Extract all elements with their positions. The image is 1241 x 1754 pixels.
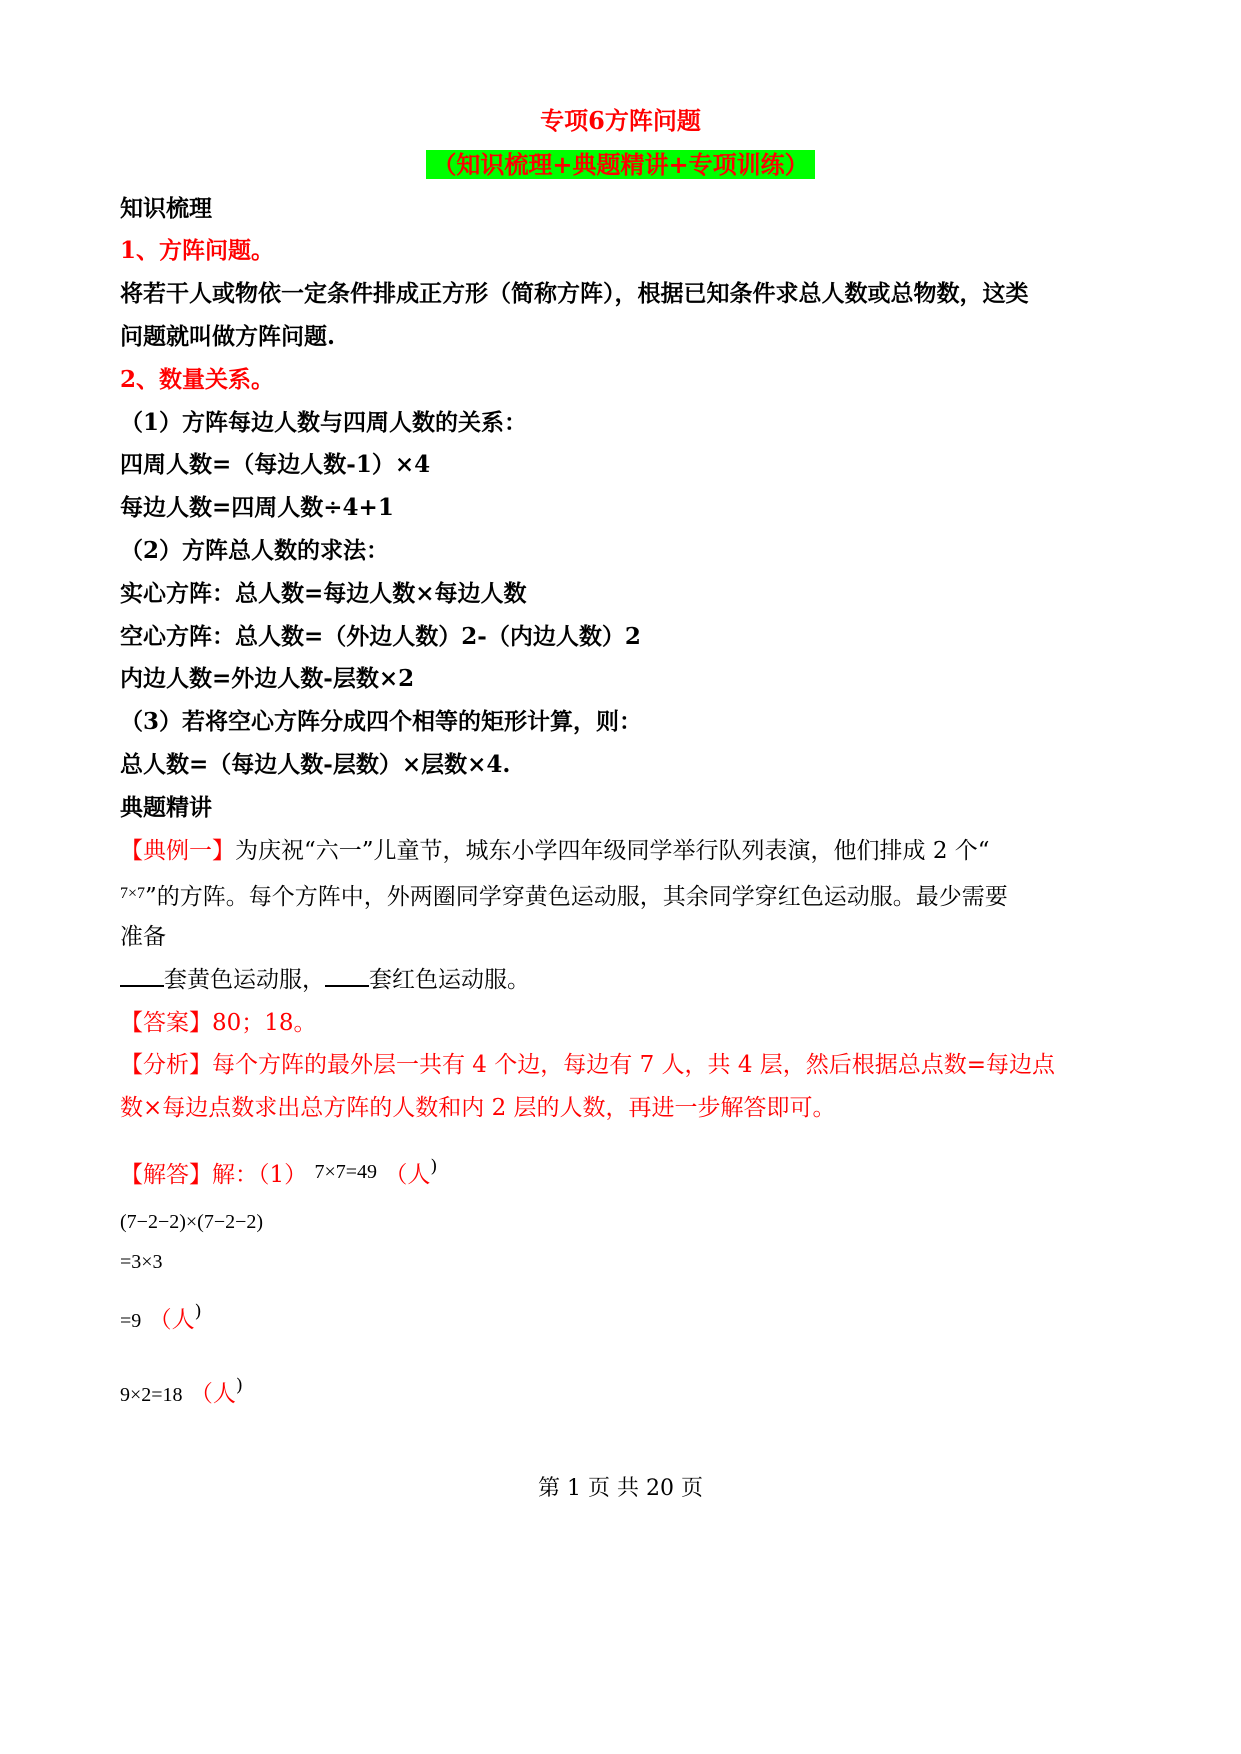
relation1-heading: （1）方阵每边人数与四周人数的关系：	[120, 409, 528, 436]
analysis-line2: 数×每边点数求出总方阵的人数和内 2 层的人数，再进一步解答即可。	[120, 1095, 836, 1121]
example1-line1	[120, 836, 990, 866]
example1-text-a: 为庆祝“六一”儿童节，城东小学四年级同学举行队列表演，他们排成 2 个“	[235, 838, 990, 864]
relation3-formula1: 总人数=（每边人数-层数）×层数×4.	[120, 751, 511, 778]
analysis-line1	[120, 1050, 1055, 1080]
item1-heading: 1、方阵问题。	[120, 237, 275, 264]
example1-text-d2: 套红色运动服。	[369, 967, 530, 993]
item2-heading: 2、数量关系。	[120, 366, 275, 393]
example1-line3: 准备	[120, 924, 166, 950]
solution-tag: 【解答】	[120, 1162, 212, 1188]
solution-unit4-close: )	[194, 1301, 202, 1322]
solution-line5	[120, 1371, 243, 1410]
solution-math2: (7−2−2)×(7−2−2)	[120, 1211, 264, 1233]
solution-math4: =9	[120, 1310, 142, 1332]
item1-text-line1: 将若干人或物依一定条件排成正方形（简称方阵），根据已知条件求总人数或总物数，这类	[120, 280, 1029, 307]
analysis-text-a: 每个方阵的最外层一共有 4 个边，每边有 7 人，共 4 层，然后根据总点数=每边点	[212, 1052, 1056, 1078]
solution-unit5: （人	[189, 1381, 236, 1407]
relation2-formula1: 实心方阵：总人数=每边人数×每边人数	[120, 580, 527, 607]
relation1-formula2: 每边人数=四周人数÷4+1	[120, 494, 394, 521]
solution-line4	[120, 1297, 202, 1336]
example1-line2	[120, 879, 1008, 912]
example1-text-b: ”的方阵。每个方阵中，外两圈同学穿黄色运动服，其余同学穿红色运动服。最少需要	[145, 884, 1008, 910]
solution-unit4: （人	[148, 1307, 195, 1333]
item1-text-line2: 问题就叫做方阵问题.	[120, 323, 336, 350]
example1-line4	[120, 965, 530, 995]
example1-text-d1: 套黄色运动服，	[164, 967, 325, 993]
example1-tag: 【典例一】	[120, 838, 235, 864]
subtitle-highlight: （知识梳理+典题精讲+专项训练）	[426, 150, 814, 179]
relation2-formula2: 空心方阵：总人数=（外边人数）2-（内边人数）2	[120, 623, 641, 650]
solution-unit1: （人	[384, 1162, 431, 1188]
page-title: 专项6方阵问题	[540, 106, 701, 135]
page-footer: 第 1 页 共 20 页	[538, 1476, 703, 1501]
answer-line	[120, 1008, 317, 1038]
answer-text: 80；18。	[212, 1010, 317, 1036]
page-subtitle	[0, 150, 1241, 180]
solution-unit1-close: )	[430, 1156, 438, 1177]
relation2-heading: （2）方阵总人数的求法：	[120, 537, 390, 564]
blank-yellow[interactable]	[120, 965, 164, 987]
solution-math5: 9×2=18	[120, 1384, 183, 1406]
solution-math3: =3×3	[120, 1251, 163, 1273]
solution-line1	[120, 1152, 437, 1190]
answer-tag: 【答案】	[120, 1010, 212, 1036]
relation3-heading: （3）若将空心方阵分成四个相等的矩形计算，则：	[120, 708, 643, 735]
solution-math1: 7×7=49	[314, 1161, 378, 1183]
example1-math-7x7: 7×7	[120, 885, 146, 902]
relation1-formula1: 四周人数=（每边人数-1）×4	[120, 451, 431, 478]
section-knowledge-heading: 知识梳理	[120, 195, 212, 222]
solution-unit5-close: )	[235, 1375, 243, 1396]
solution-intro: 解：（1）	[212, 1162, 308, 1188]
relation2-formula3: 内边人数=外边人数-层数×2	[120, 665, 415, 692]
section-examples-heading: 典题精讲	[120, 794, 212, 821]
analysis-tag: 【分析】	[120, 1052, 212, 1078]
blank-red[interactable]	[325, 965, 369, 987]
